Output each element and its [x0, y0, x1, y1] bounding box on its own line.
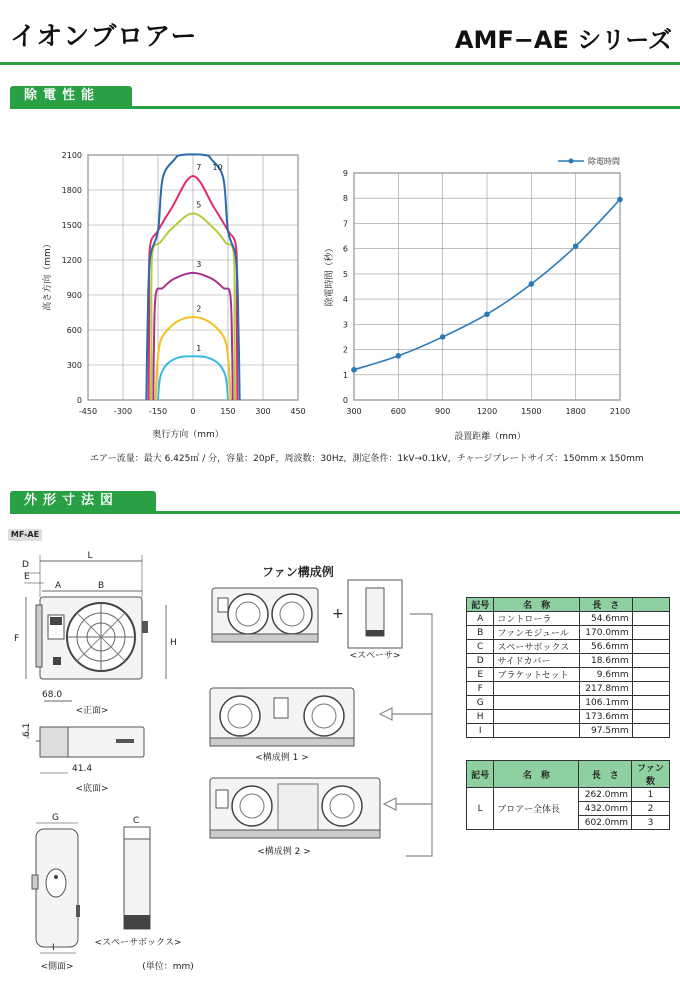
row-length: 173.6mm [579, 710, 632, 724]
dim-H: H [170, 638, 177, 648]
row-symbol: E [467, 668, 494, 682]
row-name [494, 710, 580, 724]
section-rule [10, 511, 680, 514]
chart0-ytick: 1800 [61, 186, 82, 195]
row-blank [632, 710, 669, 724]
bottom-view [22, 723, 144, 794]
section-title: 外形寸法図 [10, 491, 156, 511]
example1-label: <構成例 1 > [255, 753, 309, 763]
chart1-data-point [396, 353, 402, 359]
dim-D: D [22, 560, 29, 570]
spacer-label: <スペーサ> [349, 651, 401, 661]
row-length: 217.8mm [579, 682, 632, 696]
chart0-ytick: 2100 [61, 151, 82, 160]
row-fan-count: 3 [632, 816, 670, 830]
chart1-ytick: 6 [342, 244, 348, 254]
fan-config [200, 558, 462, 868]
row-blank [632, 682, 669, 696]
section-dimensions [10, 491, 680, 514]
row-symbol: C [467, 640, 494, 654]
col-name: 名 称 [494, 598, 580, 612]
dimension-drawings [0, 545, 210, 975]
table-row [467, 682, 670, 696]
dim-F: F [14, 634, 20, 644]
row-name: サイドカバー [494, 654, 580, 668]
front-view [14, 551, 177, 716]
row-symbol: D [467, 654, 494, 668]
fan-unit-top [212, 588, 318, 642]
chart1-xlabel: 奥行方向（mm） [152, 430, 224, 440]
row-symbol: A [467, 612, 494, 626]
row-blank [632, 626, 669, 640]
chart0-ytick: 0 [76, 396, 82, 405]
chart2-ylabel: 除電時間（秒） [325, 243, 335, 307]
condition-note: エアー流量：最大 6.425㎥ / 分，容量：20pF，周波数：30Hz，測定条件：1kV→0.1kV，チャージプレートサイズ：150mm x 150mm [90, 454, 644, 464]
dim-B: B [98, 581, 105, 591]
row-fan-count: 2 [632, 802, 670, 816]
row-blank [632, 612, 669, 626]
fan-config-title: ファン構成例 [262, 565, 334, 579]
chart0-ytick: 300 [66, 361, 82, 370]
spacer-box-view [95, 816, 194, 972]
dim-68: 68.0 [42, 690, 63, 700]
row-name: ブラケットセット [494, 668, 580, 682]
chart1-ytick: 1 [342, 370, 348, 380]
section-neutralization [10, 86, 680, 109]
section-rule [10, 106, 680, 109]
chart0-curve-label: 2 [196, 304, 202, 314]
fan-unit-example-2 [210, 778, 380, 857]
series-name: AMF−AE シリーズ [454, 26, 672, 54]
row-symbol: G [467, 696, 494, 710]
row-blank [632, 640, 669, 654]
chart1-data-point [351, 367, 357, 373]
table-row [467, 696, 670, 710]
row-length: 54.6mm [579, 612, 632, 626]
table-row [467, 710, 670, 724]
chart1-xtick: 2100 [609, 407, 631, 416]
row-length: 602.0mm [579, 816, 632, 830]
chart1-data-point [573, 243, 579, 249]
chart1-ytick: 4 [342, 295, 348, 305]
chart2-xlabel: 設置距離（mm） [454, 432, 526, 442]
bottom-view-label: <底面> [75, 784, 109, 794]
chart1-xtick: 1200 [476, 407, 498, 416]
chart0-curve-label: 7 [196, 163, 202, 173]
row-length: 432.0mm [579, 802, 632, 816]
chart0-curve-label: 3 [196, 260, 202, 269]
chart1-grid [88, 155, 298, 400]
chart1-data-point [484, 311, 490, 317]
row-name: ブロアー全体長 [494, 788, 579, 830]
row-symbol: L [467, 788, 494, 830]
col-name: 名 称 [494, 761, 579, 788]
dim-E: E [24, 572, 30, 582]
example2-label: <構成例 2 > [257, 847, 311, 857]
side-view-label: <側面> [40, 962, 74, 972]
row-length: 262.0mm [579, 788, 632, 802]
row-length: 97.5mm [579, 724, 632, 738]
chart0-xtick: -300 [113, 407, 133, 416]
chart1-ytick: 0 [342, 396, 348, 405]
chart1-xtick: 600 [390, 407, 406, 416]
chart0-xtick: 150 [220, 407, 236, 416]
row-symbol: F [467, 682, 494, 696]
dim-C: C [133, 816, 140, 826]
row-length: 170.0mm [579, 626, 632, 640]
dim-61: 6.1 [22, 722, 32, 737]
chart1-xtick: 1800 [565, 407, 586, 416]
col-symbol: 記号 [467, 598, 494, 612]
table-row [467, 640, 670, 654]
chart1-ytick: 9 [342, 169, 348, 178]
plus-sign: + [332, 606, 344, 622]
row-name: コントローラ [494, 612, 580, 626]
row-length: 106.1mm [579, 696, 632, 710]
chart0-ytick: 1200 [61, 256, 82, 265]
col-length: 長 さ [579, 598, 632, 612]
chart0-xtick: -450 [78, 407, 98, 416]
chart1-ytick: 2 [342, 345, 348, 355]
row-blank [632, 696, 669, 710]
dim-G: G [52, 813, 59, 823]
row-length: 18.6mm [579, 654, 632, 668]
chart-discharge-time [322, 145, 642, 450]
table-header-row [467, 761, 670, 788]
chart1-ytick: 5 [342, 269, 348, 279]
chart1-data-point [529, 281, 535, 287]
row-name: スペーサボックス [494, 640, 580, 654]
dimension-table [466, 597, 670, 738]
table-row [467, 788, 670, 802]
chart1-xtick: 900 [435, 407, 451, 416]
dim-L: L [87, 551, 93, 561]
chart0-xtick: 450 [290, 407, 306, 416]
table-row [467, 612, 670, 626]
row-symbol: I [467, 724, 494, 738]
col-length: 長 さ [579, 761, 632, 788]
chart2-legend-label: 除電時間 [588, 157, 620, 166]
row-fan-count: 1 [632, 788, 670, 802]
table-row [467, 654, 670, 668]
chart0-ytick: 600 [66, 326, 82, 335]
table-row [467, 724, 670, 738]
page-title: イオンブロアー [10, 22, 198, 52]
front-view-label: <正面> [75, 706, 109, 716]
col-symbol: 記号 [467, 761, 494, 788]
table-header-row [467, 598, 670, 612]
chart0-xtick: 300 [255, 407, 271, 416]
length-table [466, 760, 670, 830]
chart1-ytick: 7 [342, 219, 348, 229]
row-blank [632, 654, 669, 668]
spacer-box-label: <スペーサボックス> [94, 938, 182, 948]
chart-discharge-range [40, 145, 320, 450]
model-tag: MF-AE [8, 529, 42, 541]
header-rule [0, 62, 680, 65]
row-length: 56.6mm [579, 640, 632, 654]
row-blank [632, 724, 669, 738]
chart1-ytick: 3 [342, 320, 348, 330]
chart1-ytick: 8 [342, 194, 348, 204]
row-name [494, 696, 580, 710]
row-name [494, 724, 580, 738]
chart0-xtick: 0 [190, 407, 196, 416]
chart1-xtick: 300 [346, 407, 362, 416]
dim-I: I [52, 943, 55, 953]
chart0-xtick: -150 [148, 407, 168, 416]
chart2-grid [354, 173, 620, 400]
side-view [32, 813, 80, 972]
chart1-ylabel: 高さ方向（mm） [43, 239, 53, 311]
row-name [494, 682, 580, 696]
dim-A: A [55, 581, 62, 591]
table-row [467, 626, 670, 640]
chart0-curve-label: 10 [212, 163, 223, 173]
chart0-curve-label: 1 [196, 344, 202, 353]
section-title: 除電性能 [10, 86, 132, 106]
chart1-data-point [440, 334, 446, 340]
chart1-xtick: 1500 [521, 407, 542, 416]
row-length: 9.6mm [579, 668, 632, 682]
chart0-curve-label: 5 [196, 200, 202, 210]
dim-414: 41.4 [72, 764, 93, 774]
row-name: ファンモジュール [494, 626, 580, 640]
row-symbol: B [467, 626, 494, 640]
chart0-ytick: 900 [66, 291, 82, 300]
spacer-part [348, 580, 402, 661]
chart0-ytick: 1500 [61, 221, 82, 230]
chart2-legend [558, 156, 620, 166]
row-blank [632, 668, 669, 682]
fan-unit-example-1 [210, 688, 354, 763]
col-fan-count: ファン数 [632, 761, 670, 788]
chart1-data-point [617, 197, 623, 203]
unit-label: (単位：mm) [142, 962, 194, 972]
table-row [467, 668, 670, 682]
row-symbol: H [467, 710, 494, 724]
